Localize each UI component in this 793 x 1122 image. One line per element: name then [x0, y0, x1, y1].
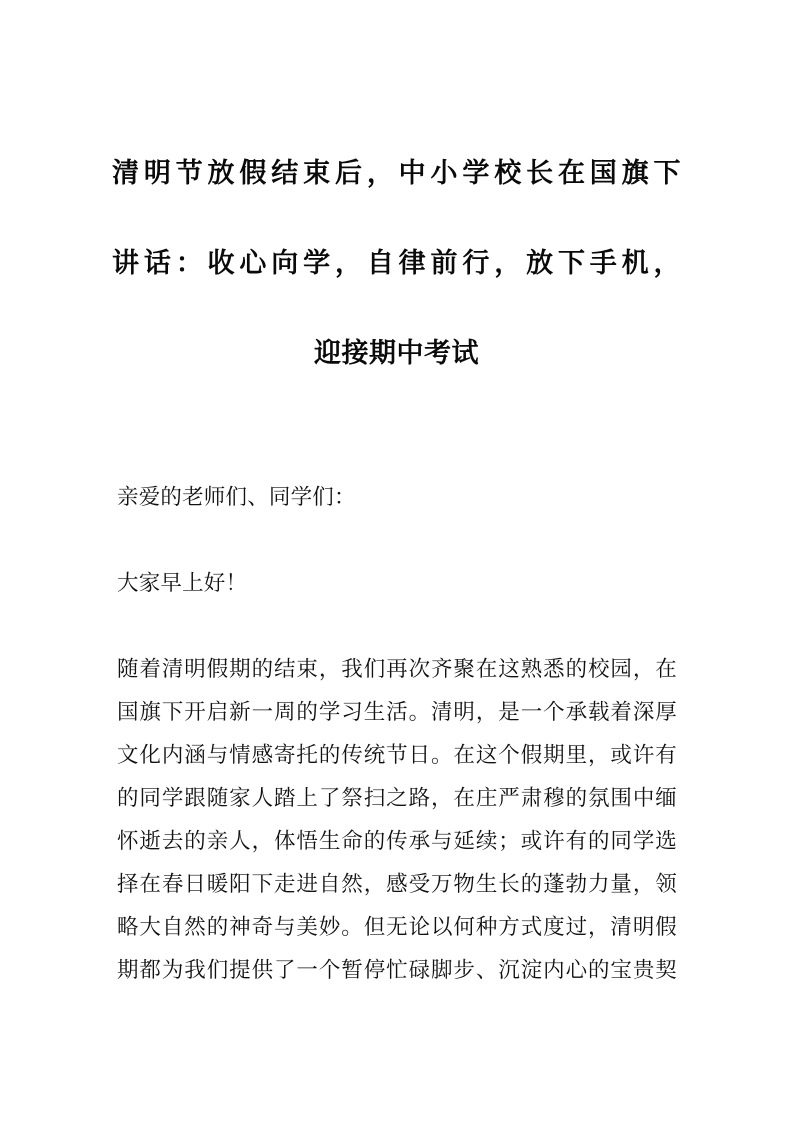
title-line-2: 讲话：收心向学，自律前行，放下手机，: [112, 248, 681, 278]
salutation-paragraph: 亲爱的老师们、同学们：: [117, 485, 356, 509]
document-body: [117, 476, 677, 992]
body-paragraph-1: 随着清明假期的结束，我们再次齐聚在这熟悉的校园，在国旗下开启新一周的学习生活。清明，是一个承载着深厚文化内涵与情感寄托的传统节日。在这个假期里，或许有的同学跟随家人踏上了祭扫之路，在庄严肃穆的氛围中缅怀逝去的亲人，体悟生命的传承与延续；或许有的同学选择在春日暖阳下走进自然，感受万物生长的蓬勃力量，领略大自然的神奇与美妙。但无论以何种方式度过，清明假期都为我们提供了一个暂停忙碌脚步、沉淀内心的宝贵契: [117, 657, 677, 982]
title-line-3: 迎接期中考试: [314, 338, 479, 368]
greeting-paragraph: 大家早上好！: [117, 571, 248, 595]
title-line-1: 清明节放假结束后，中小学校长在国旗下: [112, 158, 681, 188]
page-title: [112, 128, 681, 398]
